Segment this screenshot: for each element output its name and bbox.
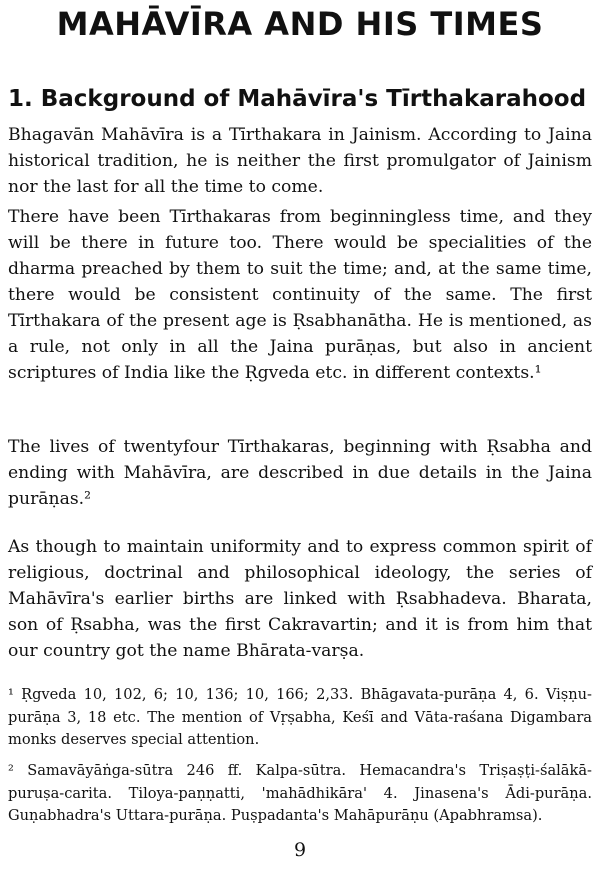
footnote-2: ² Samavāyāṅga-sūtra 246 ff. Kalpa-sūtra. Hemacandra's Triṣaṣṭi-śalākā-puruṣa-carita. Tiloya-paṇṇatti, 'mahādhikāra' 4. Jinasena's Ādi-purāṇa. Guṇabhadra's Uttara-purāṇa. Puṣpadanta's Mahāpurāṇu (Apabhramsa). — [8, 762, 592, 824]
paragraph-tirthakaras: There have been Tīrthakaras from beginningless time, and they will be there in future too. There would be specialities of the dharma preached by them to suit the time; and, at the same time, there would be consistent continuity of the same. The first Tīrthakara of the present age is Ṛsabhanātha. He is mentioned, as a rule, not only in all the Jaina purāṇas, but also in ancient scriptures of India like the Ṛgveda etc. in different contexts.¹ — [8, 207, 592, 383]
page-number: 9 — [293, 839, 307, 861]
chapter-title: MAHĀVĪRA AND HIS TIMES — [56, 5, 544, 43]
section-heading: 1. Background of Mahāvīra's Tīrthakarahood — [8, 86, 587, 112]
paragraph-intro: Bhagavān Mahāvīra is a Tīrthakara in Jainism. According to Jaina historical tradition, he is neither the first promulgator of Jainism nor the last for all the time to come. — [8, 125, 592, 197]
paragraph-twentyfour-lives: The lives of twentyfour Tīrthakaras, beginning with Ṛsabha and ending with Mahāvīra, are described in due details in the Jaina purāṇas.² — [8, 437, 592, 509]
paragraph-earlier-births: As though to maintain uniformity and to express common spirit of religious, doctrinal and philosophical ideology, the series of Mahāvīra's earlier births are linked with Ṛsabhadeva. Bharata, son of Ṛsabha, was the first Cakravartin; and it is from him that our country got the name Bhārata-varṣa. — [8, 537, 592, 661]
footnote-1: ¹ Ṛgveda 10, 102, 6; 10, 136; 10, 166; 2,33. Bhāgavata-purāṇa 4, 6. Viṣṇu-purāṇa 3, 18 etc. The mention of Vṛṣabha, Keśī and Vāta-raśana Digambara monks deserves special attention. — [8, 686, 592, 748]
